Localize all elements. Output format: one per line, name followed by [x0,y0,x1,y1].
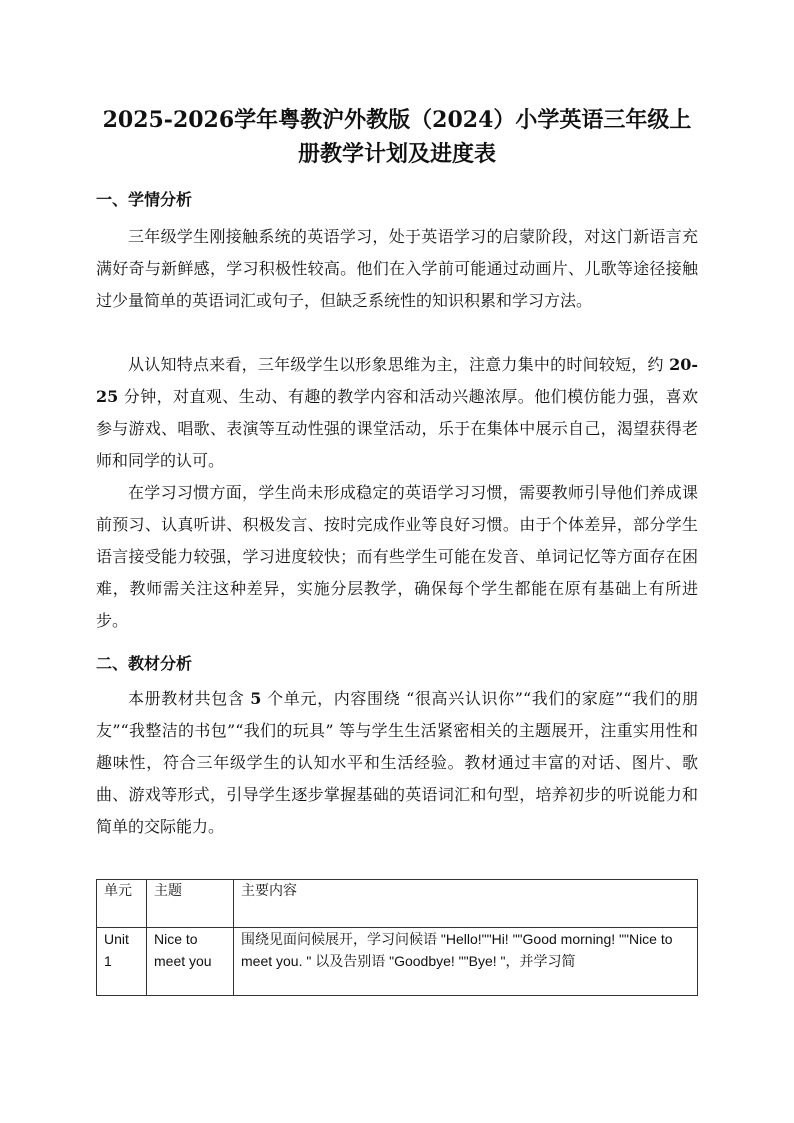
learner-analysis-paragraph-3: 在学习习惯方面，学生尚未形成稳定的英语学习习惯，需要教师引导他们养成课前预习、认真听讲、积极发言、按时完成作业等良好习惯。由于个体差异，部分学生语言接受能力较强，学习进度较快；而有些学生可能在发音、单词记忆等方面存在困难，教师需关注这种差异，实施分层教学，确保每个学生都能在原有基础上有所进步。 [96,483,698,630]
learner-analysis-paragraph-2 [96,349,698,477]
section-heading-learner-analysis: 一、学情分析 [96,190,193,209]
table-header-cell-content: 主要内容 [234,880,698,928]
table-cell-theme: Nice to meet you [147,928,234,996]
table-cell-content [234,928,698,996]
paragraph-text: 分钟，对直观、生动、有趣的教学内容和活动兴趣浓厚。他们模仿能力强，喜欢参与游戏、唱歌、表演等互动性强的课堂活动，乐于在集体中展示自己，渴望获得老师和同学的认可。 [96,387,698,470]
paragraph-text: 本册教材共包含 [128,689,251,708]
table-header-cell-unit: 单元 [97,880,147,928]
table-header-cell-theme: 主题 [147,880,234,928]
paragraph-text: 从认知特点来看，三年级学生以形象思维为主，注意力集中的时间较短，约 [128,355,670,374]
table-header-row [97,880,698,928]
document-title-line-1: 2025-2026学年粤教沪外教版（2024）小学英语三年级上 [102,107,692,133]
paragraph-text: 个单元，内容围绕 “很高兴认识你”“我们的家庭”“我们的朋友”“我整洁的书包”“我们的玩具” 等与学生生活紧密相关的主题展开，注重实用性和趣味性，符合三年级学生的认知水平和生活经验。教材通过丰富的对话、图片、歌曲、游戏等形式，引导学生逐步掌握基础的英语词汇和句型，培养初步的听说能力和简单的交际能力。 [96,689,698,836]
table-row [97,928,698,996]
section-heading-textbook-analysis: 二、教材分析 [96,654,193,673]
textbook-analysis-paragraph-1 [96,683,698,843]
unit-count-figure: 5 [250,689,262,708]
teaching-schedule-table [96,879,698,996]
attention-span-figure: 20-25 [96,355,698,406]
learner-analysis-paragraph-1: 三年级学生刚接触系统的英语学习，处于英语学习的启蒙阶段，对这门新语言充满好奇与新鲜感，学习积极性较高。他们在入学前可能通过动画片、儿歌等途径接触过少量简单的英语词汇或句子，但缺乏系统性的知识积累和学习方法。 [96,227,698,310]
table-cell-content-text: 围绕见面问候展开，学习问候语 "Hello!""Hi! ""Good morning! ""Nice to meet you. " 以及告别语 "Goodbye! ""Bye! "，并学习简 [241,931,673,969]
document-title-line-2: 册教学计划及进度表 [297,141,496,167]
table-cell-unit: Unit 1 [97,928,147,996]
